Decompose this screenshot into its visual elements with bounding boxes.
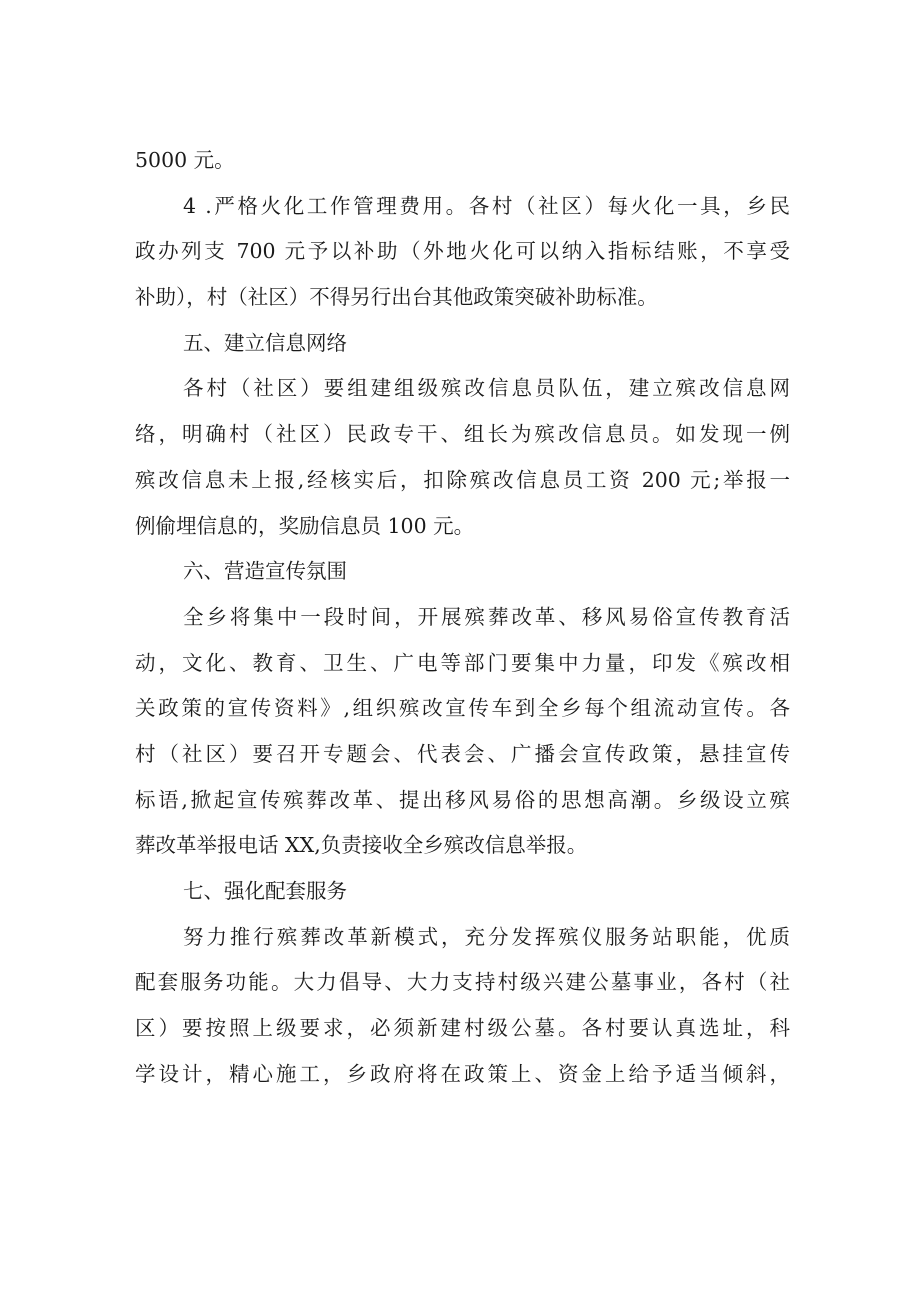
text-line: 补助），村（社区）不得另行出台其他政策突破补助标准。 [135,285,658,310]
text-line: 4 .严格火化工作管理费用。各村（社区）每火化一具，乡民 [183,193,790,218]
document-page [135,138,790,1097]
text-line: 全乡将集中一段时间，开展殡葬改革、移风易俗宣传教育活 [183,604,790,629]
text-line: 政办列支 700 元予以补助（外地火化可以纳入指标结账，不享受 [135,239,790,264]
text-line: 殡改信息未上报,经核实后，扣除殡改信息员工资 200 元;举报一 [135,467,790,492]
text-line: 例偷埋信息的，奖励信息员 100 元。 [135,513,475,538]
text-line: 努力推行殡葬改革新模式，充分发挥殡仪服务站职能，优质 [183,924,790,949]
text-line: 络，明确村（社区）民政专干、组长为殡改信息员。如发现一例 [135,422,790,447]
text-line: 5000 元。 [135,148,235,172]
text-line: 五、建立信息网络 [183,330,347,355]
text-line: 各村（社区）要组建组级殡改信息员队伍，建立殡改信息网 [183,376,790,401]
text-line: 标语,掀起宣传殡葬改革、提出移风易俗的思想高潮。乡级设立殡 [135,787,790,812]
text-line: 七、强化配套服务 [183,879,347,903]
text-line: 六、营造宣传氛围 [183,559,347,584]
text-line: 关政策的宣传资料》,组织殡改宣传车到全乡每个组流动宣传。各 [135,696,790,721]
text-line: 村（社区）要召开专题会、代表会、广播会宣传政策，悬挂宣传 [135,741,790,766]
text-line: 配套服务功能。大力倡导、大力支持村级兴建公墓事业，各村（社 [135,970,790,995]
text-line: 葬改革举报电话 XX,负责接收全乡殡改信息举报。 [135,833,588,858]
text-line: 动，文化、教育、卫生、广电等部门要集中力量，印发《殡改相 [135,650,790,675]
text-line: 区）要按照上级要求，必须新建村级公墓。各村要认真选址，科 [135,1016,790,1041]
text-line: 学设计，精心施工，乡政府将在政策上、资金上给予适当倾斜， [135,1061,790,1086]
